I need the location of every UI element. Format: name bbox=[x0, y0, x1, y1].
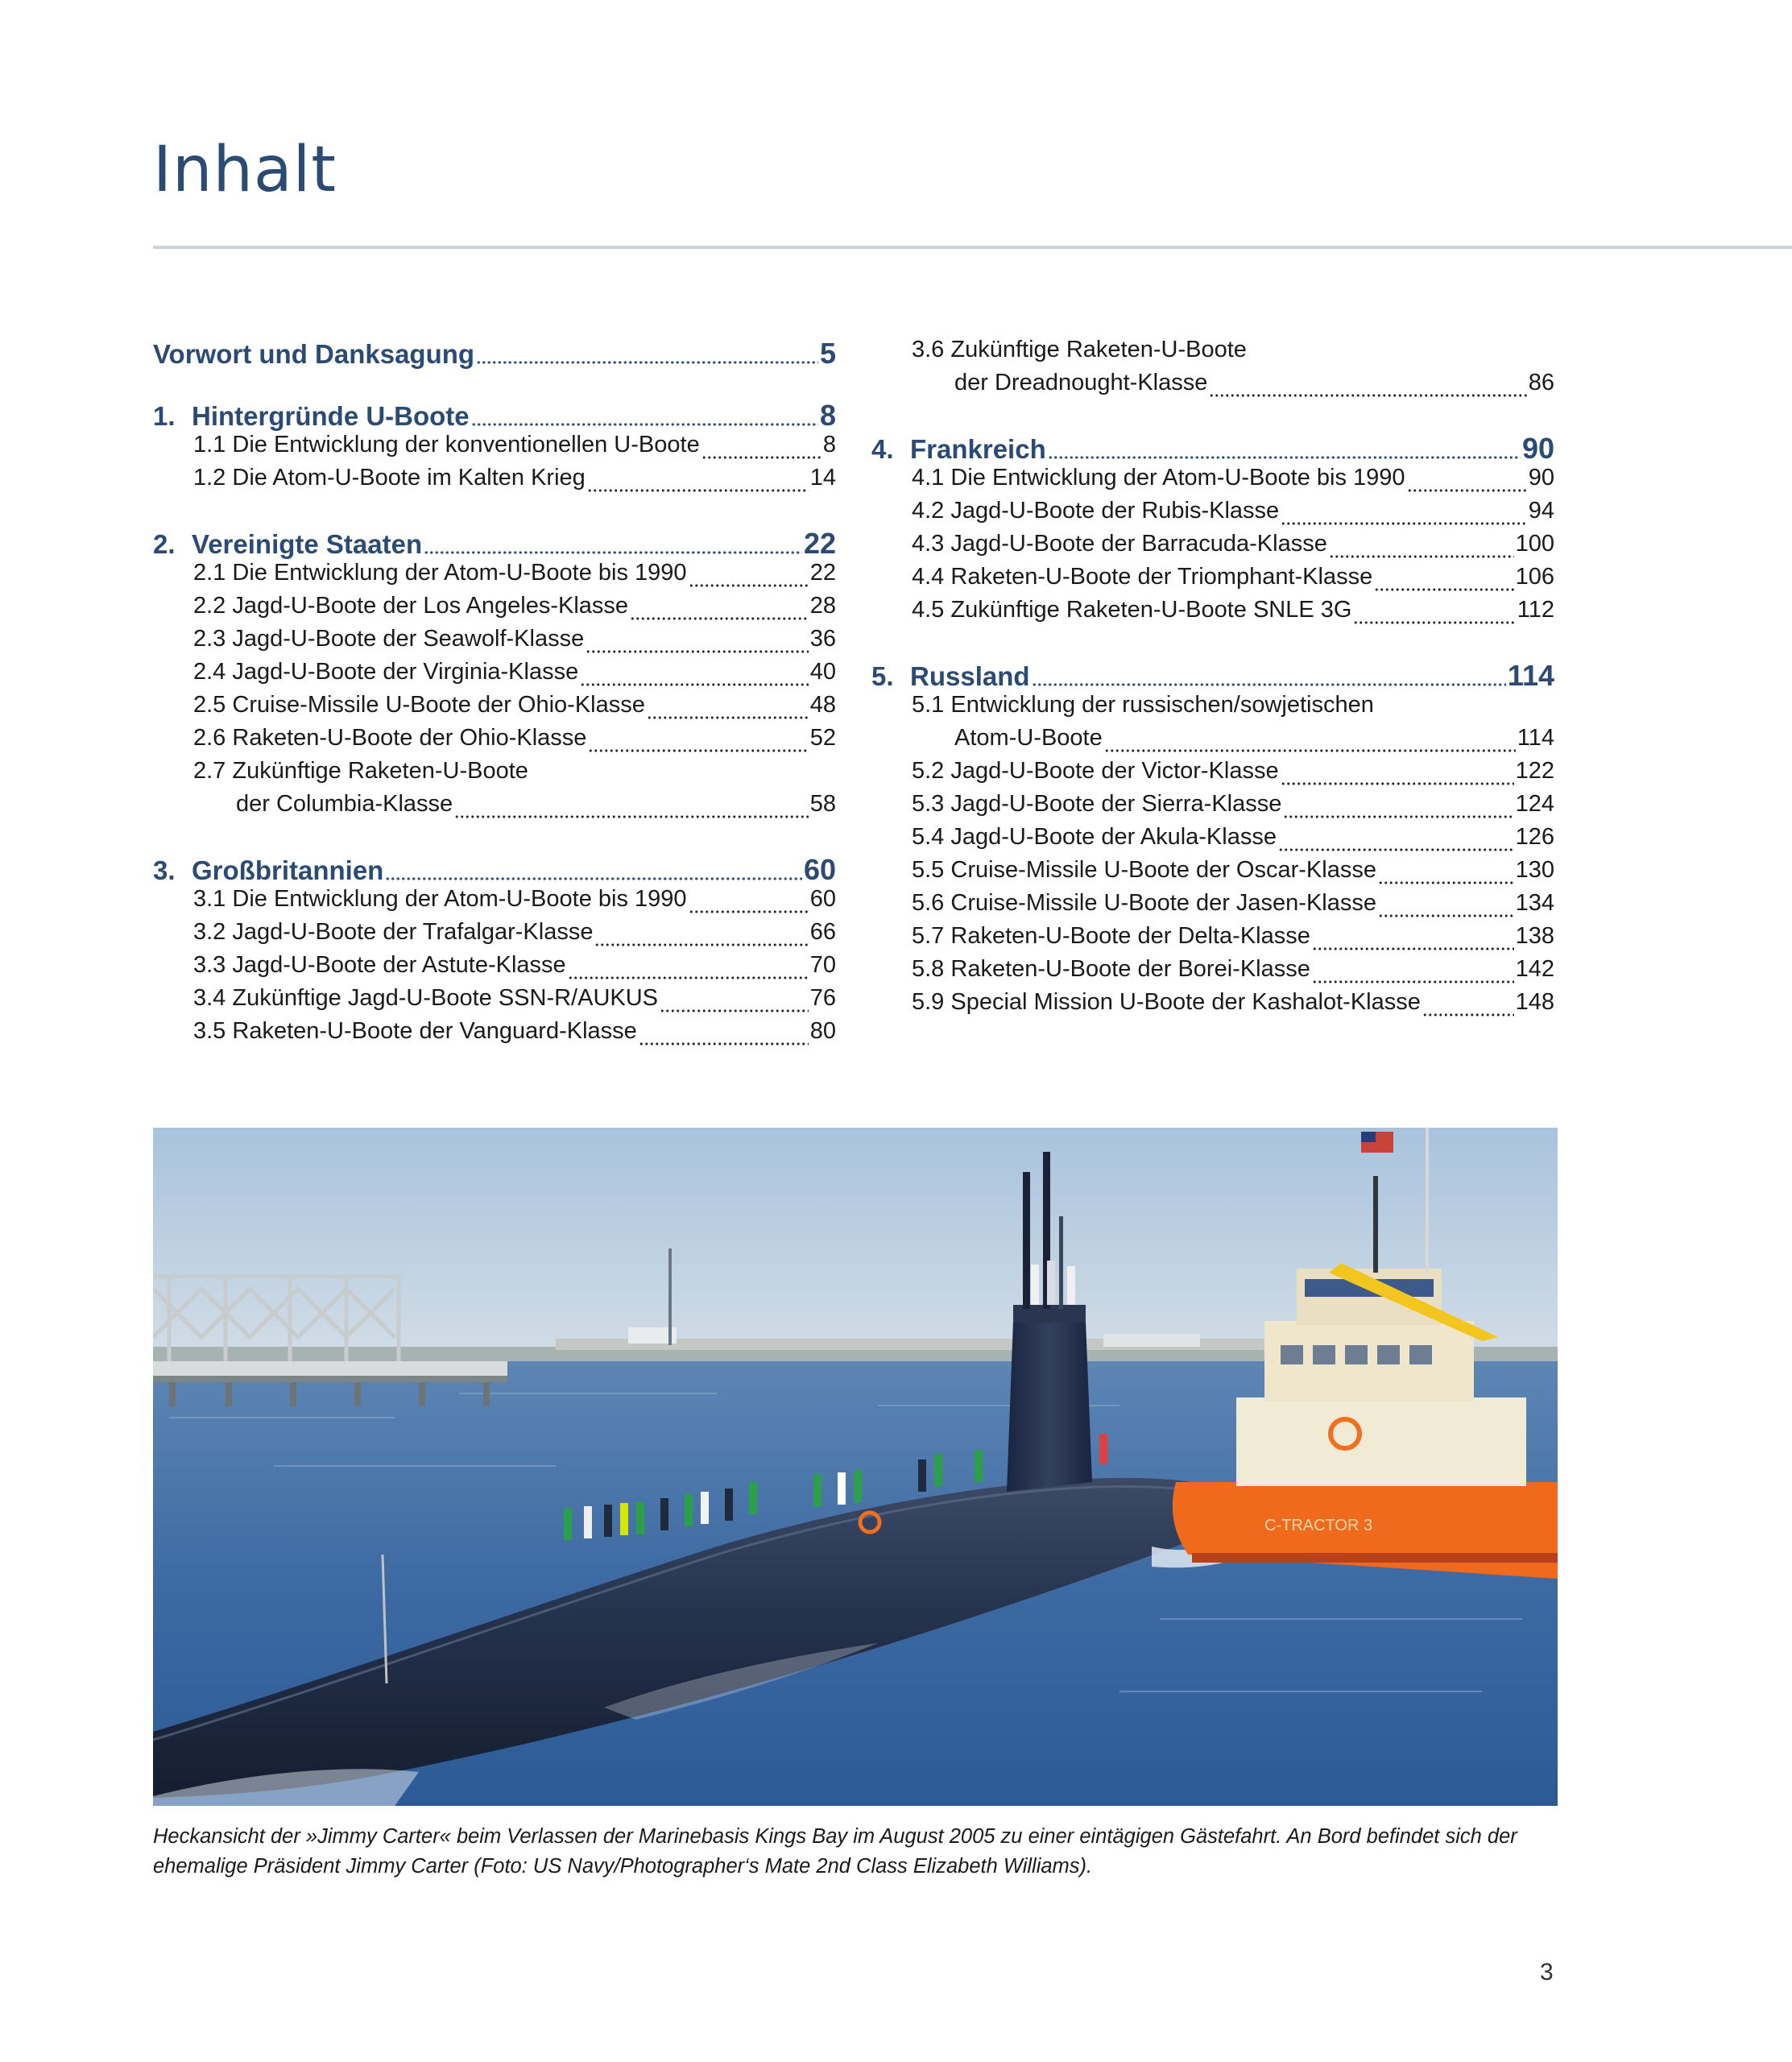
toc-page-number: 8 bbox=[822, 432, 836, 458]
toc-entry[interactable] bbox=[153, 465, 836, 498]
toc-page-number: 66 bbox=[809, 919, 836, 945]
toc-page-number: 138 bbox=[1515, 923, 1554, 949]
toc-dot-leader bbox=[689, 560, 809, 593]
toc-label: 4.3 Jagd-U-Boote der Barracuda-Klasse bbox=[912, 531, 1327, 557]
toc-dot-leader bbox=[639, 1018, 809, 1051]
toc-entry[interactable] bbox=[153, 659, 836, 692]
toc-label: der Columbia-Klasse bbox=[236, 791, 453, 817]
toc-section[interactable] bbox=[153, 853, 836, 886]
photo-caption: Heckansicht der »Jimmy Carter« beim Verlassen der Marinebasis Kings Bay im August 2005 zu einer eintägigen Gästefahrt. An Bord befindet sich der ehemalige Präsident Jimmy Carter (Foto: US Navy/Photographer‘s Mate 2nd Class Elizabeth Williams). bbox=[153, 1825, 1517, 1878]
toc-label: 2.3 Jagd-U-Boote der Seawolf-Klasse bbox=[193, 626, 585, 652]
toc-entry[interactable] bbox=[153, 919, 836, 952]
toc-page-number: 114 bbox=[1507, 659, 1554, 692]
toc-entry[interactable] bbox=[153, 791, 836, 824]
toc-section-number: 1. bbox=[153, 401, 176, 431]
toc-entry[interactable] bbox=[871, 857, 1554, 890]
toc-page-number: 130 bbox=[1515, 857, 1554, 883]
toc-page-number: 48 bbox=[809, 692, 836, 718]
toc-label: 2.6 Raketen-U-Boote der Ohio-Klasse bbox=[193, 725, 587, 751]
toc-label: 2.5 Cruise-Missile U-Boote der Ohio-Klasse bbox=[193, 692, 645, 718]
toc-section[interactable] bbox=[153, 337, 836, 370]
toc-entry-label-line1: 2.7 Zukünftige Raketen-U-Boote bbox=[193, 758, 528, 784]
toc-entry[interactable] bbox=[871, 989, 1554, 1022]
toc-section[interactable] bbox=[153, 399, 836, 432]
toc-section-number: 5. bbox=[871, 661, 894, 691]
toc-entry[interactable] bbox=[153, 560, 836, 593]
toc-label: 4.2 Jagd-U-Boote der Rubis-Klasse bbox=[912, 498, 1280, 524]
toc-label: 3.3 Jagd-U-Boote der Astute-Klasse bbox=[193, 952, 566, 978]
toc-page-number: 28 bbox=[809, 593, 836, 619]
toc-label: 5.7 Raketen-U-Boote der Delta-Klasse bbox=[912, 923, 1310, 949]
toc-page-number: 22 bbox=[803, 527, 836, 560]
toc-page-number: 60 bbox=[803, 853, 836, 886]
toc-label: 3.1 Die Entwicklung der Atom-U-Boote bis 1990 bbox=[193, 886, 687, 912]
toc-dot-leader bbox=[1281, 758, 1514, 791]
toc-dot-leader bbox=[701, 432, 822, 465]
toc-page-number: 80 bbox=[809, 1018, 836, 1044]
toc-label: 3.4 Zukünftige Jagd-U-Boote SSN-R/AUKUS bbox=[193, 985, 659, 1011]
toc-label: 5.2 Jagd-U-Boote der Victor-Klasse bbox=[912, 758, 1279, 784]
toc-dot-leader bbox=[1312, 923, 1514, 956]
toc-label: 5.8 Raketen-U-Boote der Borei-Klasse bbox=[912, 956, 1310, 982]
toc-label: 5.4 Jagd-U-Boote der Akula-Klasse bbox=[912, 824, 1277, 850]
toc-label: Großbritannien bbox=[192, 855, 384, 885]
toc-entry[interactable] bbox=[871, 498, 1554, 531]
toc-page-number: 5 bbox=[819, 337, 836, 370]
toc-entry[interactable] bbox=[871, 564, 1554, 597]
toc-label: 5.9 Special Mission U-Boote der Kashalot-Klasse bbox=[912, 989, 1421, 1015]
toc-dot-leader bbox=[1378, 857, 1514, 890]
toc-label: Hintergründe U-Boote bbox=[192, 401, 470, 431]
toc-page-number: 112 bbox=[1517, 597, 1554, 623]
toc-entry[interactable] bbox=[871, 597, 1554, 630]
toc-dot-leader bbox=[1104, 725, 1516, 758]
toc-page-number: 22 bbox=[809, 560, 836, 586]
toc-dot-leader bbox=[588, 725, 808, 758]
page-title: Inhalt bbox=[153, 134, 337, 206]
toc-label: 2.2 Jagd-U-Boote der Los Angeles-Klasse bbox=[193, 593, 629, 619]
toc-dot-leader bbox=[587, 465, 809, 498]
toc-entry[interactable] bbox=[871, 956, 1554, 989]
toc-entry[interactable] bbox=[871, 758, 1554, 791]
toc-entry[interactable] bbox=[871, 890, 1554, 923]
toc-page-number: 114 bbox=[1517, 725, 1554, 751]
tugboat-name-text: C-TRACTOR 3 bbox=[1264, 1517, 1373, 1534]
toc-entry[interactable] bbox=[871, 370, 1554, 403]
toc-label: 4.4 Raketen-U-Boote der Triomphant-Klasse bbox=[912, 564, 1373, 590]
toc-page-number: 106 bbox=[1515, 564, 1554, 590]
toc-page-number: 142 bbox=[1515, 956, 1554, 982]
toc-dot-leader bbox=[471, 399, 818, 432]
toc-entry[interactable] bbox=[153, 692, 836, 725]
toc-entry[interactable] bbox=[153, 593, 836, 626]
toc-label: 5.3 Jagd-U-Boote der Sierra-Klasse bbox=[912, 791, 1282, 817]
toc-label: Atom-U-Boote bbox=[954, 725, 1103, 751]
page-number: 3 bbox=[1540, 1959, 1554, 1985]
toc-dot-leader bbox=[689, 886, 809, 919]
toc-entry[interactable] bbox=[153, 952, 836, 985]
toc-dot-leader bbox=[1378, 890, 1514, 923]
toc-label: 2.1 Die Entwicklung der Atom-U-Boote bis 1990 bbox=[193, 560, 687, 586]
toc-label: Vorwort und Danksagung bbox=[153, 339, 475, 369]
toc-dot-leader bbox=[1209, 370, 1526, 403]
toc-entry[interactable] bbox=[153, 432, 836, 465]
toc-page-number: 40 bbox=[809, 659, 836, 685]
title-divider bbox=[153, 246, 1792, 249]
toc-dot-leader bbox=[1283, 791, 1513, 824]
toc-entry[interactable] bbox=[153, 886, 836, 919]
toc-label: 4.5 Zukünftige Raketen-U-Boote SNLE 3G bbox=[912, 597, 1352, 623]
toc-dot-leader bbox=[1329, 531, 1514, 564]
toc-label: 3.2 Jagd-U-Boote der Trafalgar-Klasse bbox=[193, 919, 594, 945]
toc-entry[interactable] bbox=[153, 725, 836, 758]
toc-entry-label-line1: 5.1 Entwicklung der russischen/sowjetischen bbox=[912, 692, 1374, 718]
toc-label: 3.5 Raketen-U-Boote der Vanguard-Klasse bbox=[193, 1018, 637, 1044]
toc-section[interactable] bbox=[153, 527, 836, 560]
toc-section-number: 4. bbox=[871, 434, 894, 464]
toc-dot-leader bbox=[454, 791, 809, 824]
toc-section-number: 3. bbox=[153, 855, 176, 885]
toc-label: Frankreich bbox=[910, 434, 1046, 464]
toc-section[interactable] bbox=[871, 432, 1554, 465]
toc-dot-leader bbox=[568, 952, 809, 985]
toc-label: Vereinigte Staaten bbox=[192, 529, 423, 559]
toc-entry-label-line1: 3.6 Zukünftige Raketen-U-Boote bbox=[912, 337, 1247, 362]
toc-dot-leader bbox=[476, 337, 818, 370]
toc-label: 1.1 Die Entwicklung der konventionellen U-Boote bbox=[193, 432, 700, 458]
toc-label: 4.1 Die Entwicklung der Atom-U-Boote bis 1990 bbox=[912, 465, 1405, 491]
toc-page-number: 126 bbox=[1515, 824, 1554, 850]
toc-page-number: 148 bbox=[1515, 989, 1554, 1015]
toc-label: 5.6 Cruise-Missile U-Boote der Jasen-Klasse bbox=[912, 890, 1376, 916]
toc-page-number: 76 bbox=[809, 985, 836, 1011]
toc-page-number: 90 bbox=[1528, 465, 1554, 491]
toc-dot-leader bbox=[647, 692, 809, 725]
toc-page-number: 94 bbox=[1528, 498, 1554, 524]
toc-column-left bbox=[153, 330, 836, 1051]
toc-page-number: 8 bbox=[819, 399, 836, 432]
toc-section[interactable] bbox=[871, 659, 1554, 692]
toc-page-number: 134 bbox=[1515, 890, 1554, 916]
toc-label: Russland bbox=[910, 661, 1030, 691]
toc-dot-leader bbox=[1048, 432, 1521, 465]
toc-dot-leader bbox=[385, 853, 802, 886]
toc-entry[interactable] bbox=[871, 923, 1554, 956]
submarine-photo bbox=[153, 1128, 1558, 1806]
toc-dot-leader bbox=[1353, 597, 1515, 630]
toc-column-right bbox=[871, 330, 1554, 1022]
toc-page-number: 52 bbox=[809, 725, 836, 751]
toc-page-number: 70 bbox=[809, 952, 836, 978]
toc-dot-leader bbox=[630, 593, 809, 626]
toc-page-number: 58 bbox=[809, 791, 836, 817]
toc-entry[interactable] bbox=[153, 1018, 836, 1051]
toc-page-number: 14 bbox=[809, 465, 836, 491]
toc-page-number: 36 bbox=[809, 626, 836, 652]
toc-page-number: 100 bbox=[1515, 531, 1554, 557]
toc-entry[interactable] bbox=[871, 791, 1554, 824]
toc-page-number: 90 bbox=[1521, 432, 1554, 465]
toc-dot-leader bbox=[1032, 659, 1506, 692]
toc-dot-leader bbox=[594, 919, 808, 952]
toc-dot-leader bbox=[580, 659, 809, 692]
toc-section-number: 2. bbox=[153, 529, 176, 559]
toc-dot-leader bbox=[586, 626, 809, 659]
toc-page-number: 60 bbox=[809, 886, 836, 912]
toc-dot-leader bbox=[424, 527, 802, 560]
toc-dot-leader bbox=[1281, 498, 1527, 531]
toc-dot-leader bbox=[660, 985, 809, 1018]
toc-entry[interactable] bbox=[871, 531, 1554, 564]
toc-label: 2.4 Jagd-U-Boote der Virginia-Klasse bbox=[193, 659, 579, 685]
toc-label: der Dreadnought-Klasse bbox=[954, 370, 1208, 395]
toc-dot-leader bbox=[1312, 956, 1514, 989]
toc-entry[interactable] bbox=[153, 985, 836, 1018]
toc-page-number: 122 bbox=[1515, 758, 1554, 784]
toc-label: 5.5 Cruise-Missile U-Boote der Oscar-Klasse bbox=[912, 857, 1376, 883]
toc-entry[interactable] bbox=[153, 626, 836, 659]
toc-dot-leader bbox=[1422, 989, 1514, 1022]
toc-dot-leader bbox=[1374, 564, 1513, 597]
toc-label: 1.2 Die Atom-U-Boote im Kalten Krieg bbox=[193, 465, 586, 491]
toc-dot-leader bbox=[1278, 824, 1514, 857]
toc-dot-leader bbox=[1407, 465, 1527, 498]
toc-page-number: 86 bbox=[1528, 370, 1554, 395]
toc-entry[interactable] bbox=[871, 725, 1554, 758]
toc-page-number: 124 bbox=[1515, 791, 1554, 817]
toc-entry[interactable] bbox=[871, 465, 1554, 498]
toc-entry[interactable] bbox=[871, 824, 1554, 857]
